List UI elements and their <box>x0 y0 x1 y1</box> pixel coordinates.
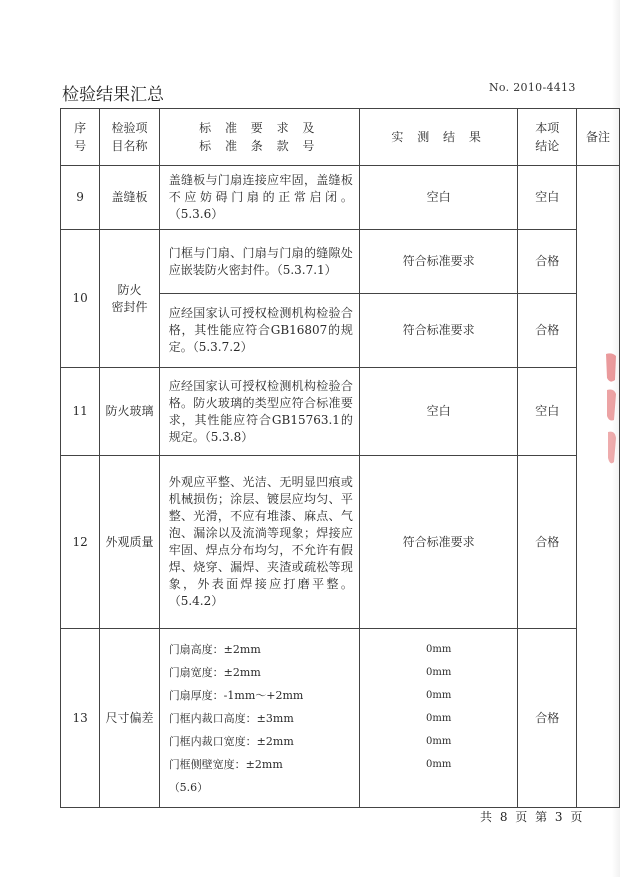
row-requirement: 外观应平整、光洁、无明显凹痕或机械损伤；涂层、镀层应均匀、平整、光滑，不应有堆漆、麻点、气泡、漏涂以及流淌等现象；焊接应牢固、焊点分布均匀，不允许有假焊、烧穿、漏焊、夹渣或疏松等现象，外表面焊接应打磨平整。（5.4.2） <box>159 456 359 629</box>
dimension-value: 0mm <box>425 689 452 701</box>
remark-cell <box>576 166 619 808</box>
row-seq: 10 <box>61 230 100 368</box>
row-item-name: 防火 密封件 <box>100 230 159 368</box>
row-conclusion: 合格 <box>518 230 576 294</box>
row-measured: 空白 <box>359 166 518 230</box>
dimension-label: 门扇宽度：±2mm <box>168 665 261 679</box>
row-item-name: 盖缝板 <box>100 166 159 230</box>
dimension-label: 门框内裁口宽度：±2mm <box>168 734 294 748</box>
row-conclusion: 合格 <box>518 294 576 368</box>
row-conclusion: 合格 <box>518 456 576 629</box>
dimension-label: 门扇高度：±2mm <box>168 642 261 656</box>
dimension-value: 0mm <box>425 643 452 655</box>
row-seq: 12 <box>61 456 100 629</box>
report-number: No. 2010-4413 <box>489 81 576 94</box>
header-remark: 备注 <box>576 109 619 166</box>
row-seq: 11 <box>61 368 100 456</box>
row-measured: 符合标准要求 <box>359 456 518 629</box>
table-row <box>61 629 620 808</box>
dimension-spacer <box>360 776 518 799</box>
table-row <box>61 166 620 230</box>
table-header-row <box>61 109 620 166</box>
row-requirement: 应经国家认可授权检测机构检验合格，其性能应符合GB16807的规定。（5.3.7.2） <box>159 294 359 368</box>
dimension-label: 门框内裁口高度：±3mm <box>168 711 294 725</box>
dimension-value: 0mm <box>425 666 452 678</box>
row-measured: 空白 <box>359 368 518 456</box>
table-row <box>61 456 620 629</box>
page-title: 检验结果汇总 <box>62 85 164 105</box>
row-measured: 符合标准要求 <box>359 230 518 294</box>
dimension-measured <box>359 629 518 808</box>
header-standard: 标 准 要 求 及 标 准 条 款 号 <box>159 109 359 166</box>
header-item-name: 检验项 目名称 <box>100 109 159 166</box>
header-conclusion: 本项 结论 <box>518 109 576 166</box>
seal-stamp-edge <box>604 350 618 470</box>
results-table <box>60 108 620 808</box>
row-measured: 符合标准要求 <box>359 294 518 368</box>
dimension-requirements <box>159 629 359 808</box>
dimension-clause: （5.6） <box>168 780 209 794</box>
dimension-label: 门框侧壁宽度：±2mm <box>168 757 283 771</box>
header-seq: 序 号 <box>61 109 100 166</box>
dimension-value: 0mm <box>425 735 452 747</box>
row-requirement: 应经国家认可授权检测机构检验合格。防火玻璃的类型应符合标准要求，其性能应符合GB15763.1的规定。（5.3.8） <box>159 368 359 456</box>
dimension-label: 门扇厚度：-1mm～+2mm <box>168 688 304 702</box>
row-conclusion: 合格 <box>518 629 576 808</box>
dimension-value: 0mm <box>425 758 452 770</box>
row-seq: 9 <box>61 166 100 230</box>
row-requirement: 门框与门扇、门扇与门扇的缝隙处应嵌装防火密封件。（5.3.7.1） <box>159 230 359 294</box>
dimension-value: 0mm <box>425 712 452 724</box>
header-measured: 实 测 结 果 <box>359 109 518 166</box>
row-conclusion: 空白 <box>518 368 576 456</box>
page-footer: 共 8 页 第 3 页 <box>480 810 583 824</box>
row-seq: 13 <box>61 629 100 808</box>
table-row <box>61 368 620 456</box>
row-item-name: 尺寸偏差 <box>100 629 159 808</box>
row-item-name: 防火玻璃 <box>100 368 159 456</box>
row-requirement: 盖缝板与门扇连接应牢固，盖缝板不应妨碍门扇的正常启闭。（5.3.6） <box>159 166 359 230</box>
row-item-name: 外观质量 <box>100 456 159 629</box>
table-row <box>61 230 620 294</box>
row-conclusion: 空白 <box>518 166 576 230</box>
